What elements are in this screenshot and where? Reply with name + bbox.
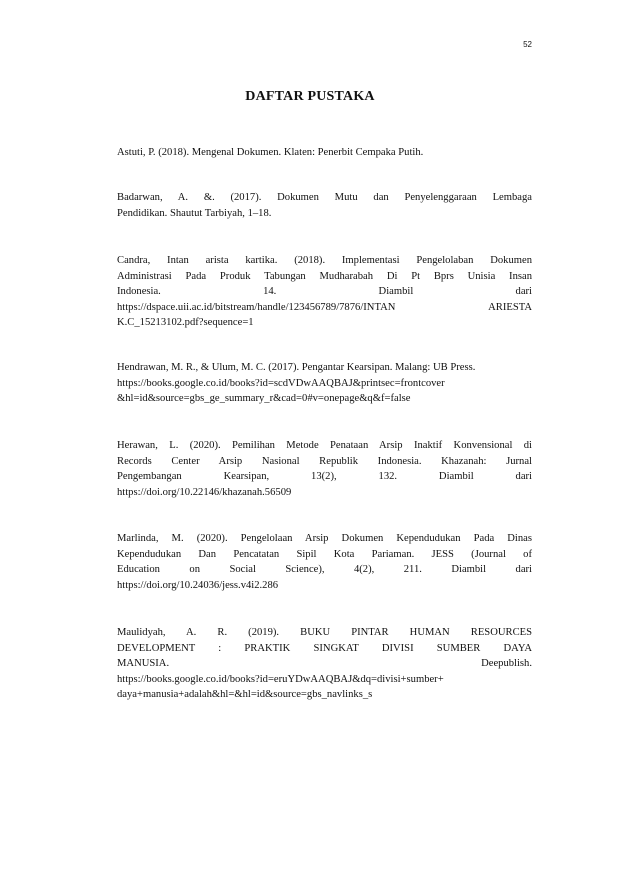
reference-item-hendrawan	[117, 360, 532, 407]
reference-line: Kependudukan Dan Pencatatan Sipil Kota Pariaman. JESS (Journal of	[117, 548, 532, 560]
reference-line: Hendrawan, M. R., & Ulum, M. C. (2017). Pengantar Kearsipan. Malang: UB Press.	[117, 362, 476, 373]
page-number: 52	[523, 40, 532, 49]
reference-line: https://dspace.uii.ac.id/bitstream/handle/123456789/7876/INTAN ARIESTA	[117, 301, 532, 313]
reference-line: DEVELOPMENT : PRAKTIK SINGKAT DIVISI SUMBER DAYA	[117, 642, 532, 654]
reference-item-badarwan	[117, 190, 532, 221]
reference-item-marlinda	[117, 531, 532, 593]
reference-line: Indonesia. 14. Diambil dari	[117, 286, 532, 298]
reference-line: &hl=id&source=gbs_ge_summary_r&cad=0#v=onepage&q&f=false	[117, 393, 411, 405]
reference-line: MANUSIA. Deepublish.	[117, 658, 532, 670]
reference-line: Astuti, P. (2018). Mengenal Dokumen. Klaten: Penerbit Cempaka Putih.	[117, 147, 424, 158]
reference-line: Marlinda, M. (2020). Pengelolaan Arsip Dokumen Kependudukan Pada Dinas	[117, 533, 532, 544]
reference-line: https://books.google.co.id/books?id=eruYDwAAQBAJ&dq=divisi+sumber+	[117, 673, 444, 685]
reference-line: Pendidikan. Shautut Tarbiyah, 1–18.	[117, 207, 272, 219]
reference-line: https://doi.org/10.22146/khazanah.56509	[117, 486, 292, 498]
reference-line: daya+manusia+adalah&hl=&hl=id&source=gbs_navlinks_s	[117, 689, 373, 701]
reference-item-maulidyah	[117, 625, 532, 703]
reference-line: Badarwan, A. &. (2017). Dokumen Mutu dan Penyelenggaraan Lembaga	[117, 192, 532, 203]
reference-line: Candra, Intan arista kartika. (2018). Implementasi Pengelolaban Dokumen	[117, 255, 532, 266]
reference-line: Administrasi Pada Produk Tabungan Mudharabah Di Pt Bprs Unisia Insan	[117, 270, 532, 282]
reference-line: Education on Social Science), 4(2), 211. Diambil dari	[117, 564, 532, 576]
reference-line: Herawan, L. (2020). Pemilihan Metode Penataan Arsip Inaktif Konvensional di	[117, 440, 532, 451]
reference-line: K.C_15213102.pdf?sequence=1	[117, 317, 254, 329]
reference-line: https://doi.org/10.24036/jess.v4i2.286	[117, 579, 279, 591]
reference-line: https://books.google.co.id/books?id=scdVDwAAQBAJ&printsec=frontcover	[117, 377, 445, 389]
page-title: DAFTAR PUSTAKA	[245, 89, 375, 104]
reference-line: Records Center Arsip Nasional Republik Indonesia. Khazanah: Jurnal	[117, 455, 532, 467]
reference-item-candra	[117, 253, 532, 331]
reference-item-astuti	[117, 145, 532, 161]
reference-item-herawan	[117, 438, 532, 500]
reference-line: Maulidyah, A. R. (2019). BUKU PINTAR HUMAN RESOURCES	[117, 627, 532, 638]
reference-line: Pengembangan Kearsipan, 13(2), 132. Diambil dari	[117, 471, 532, 483]
